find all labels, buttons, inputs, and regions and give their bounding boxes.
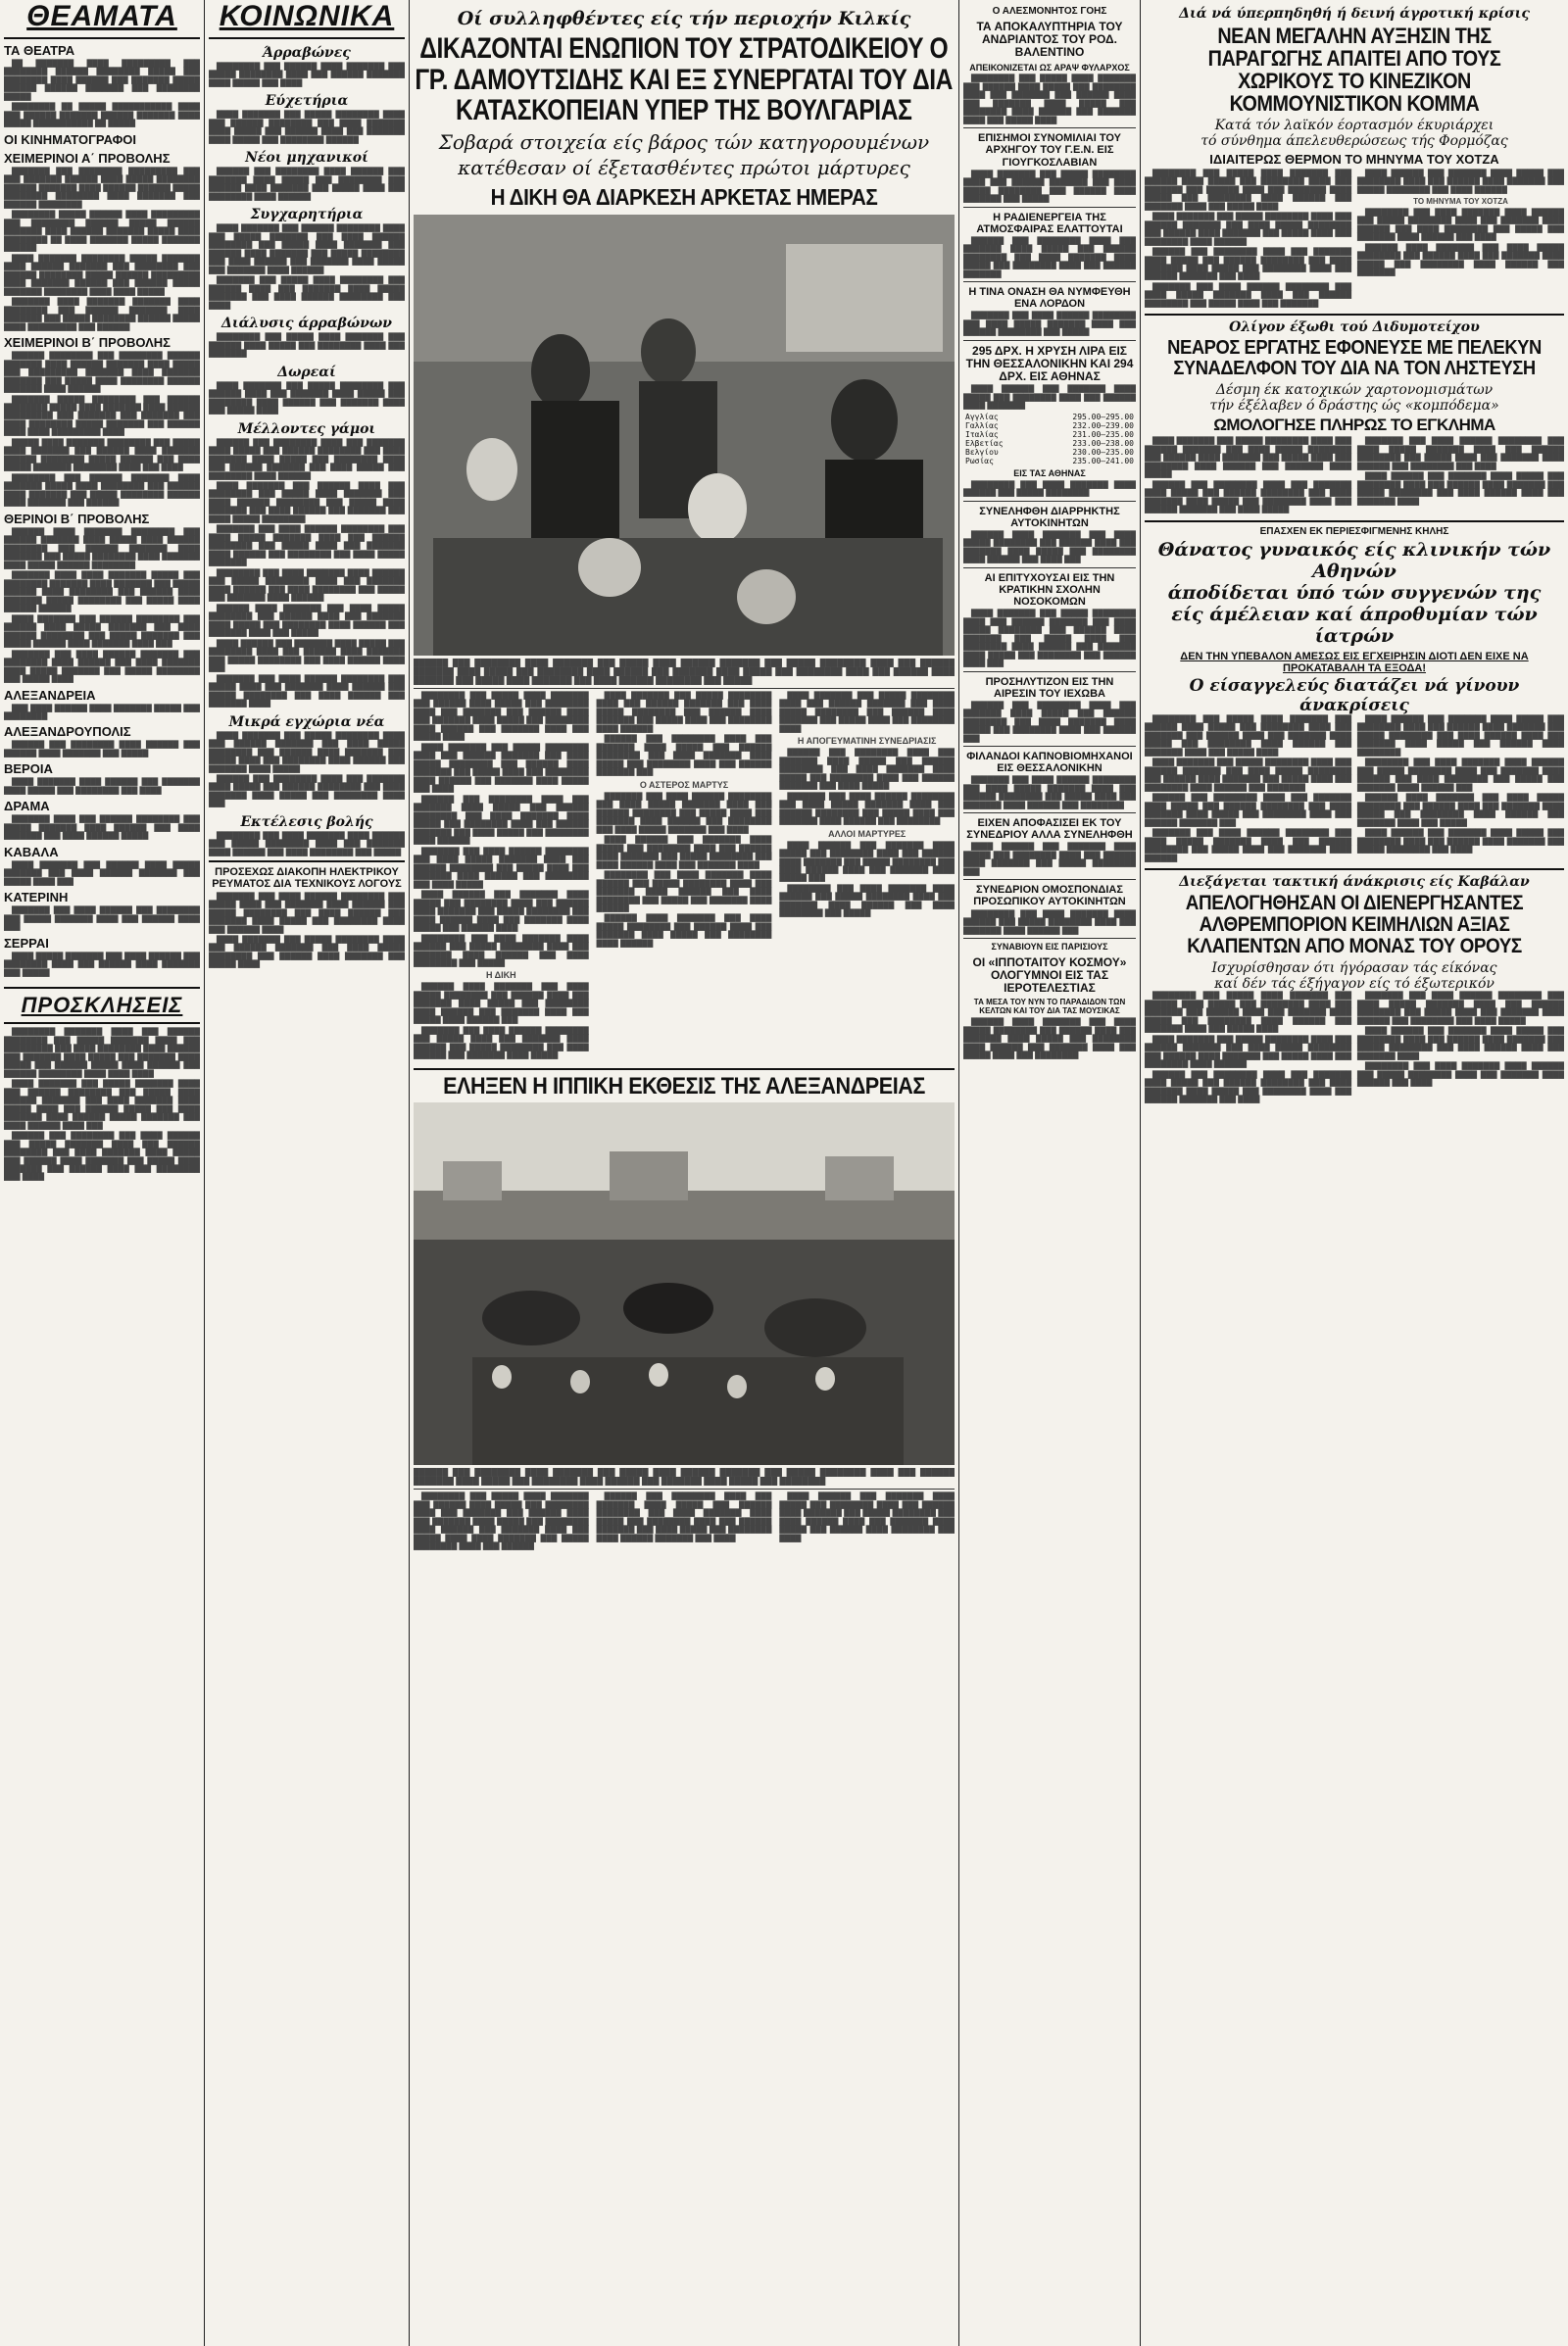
china-subhead: Κατά τόν λαϊκόν έορτασμόν έκυριάρχει [1214, 118, 1494, 134]
brief-headline: Η ΡΑΔΙΕΝΕΡΓΕΙΑ ΤΗΣ ΑΤΜΟΣΦΑΙΡΑΣ ΕΛΑΤΤΟΥΤΑΙ [976, 211, 1123, 235]
invitations-text: ████████ ███████ ████ ███ ██████ ████████ ███ █████ ███████ ████ ███ █████████ ███ ████ ████████ ████ ██████ ███ ███████ ████ █████ ███ ███████ ████ █████ ███ ██████ █████ ████ ██████ ███ ██████ ████████ ████ ████ ████ ████ ███████ ███ █████ ███████ ████ ███ ██████ ████████ ███ █████ ████ ██████ ███████ ███ ████ ███████ ████ █████ ████ ███ ██████ █████ ███ ████ ███████ ████ ██████ █████ ███████ ███ ████ ██████ ████ ███ ██████ ███ ████████ ███ ████ ██████ ███ █████ ███████ ████ ███ ██████ ████████ ███ ████ ███████ ████ █████ ███ ██████ ████ ███████ ███ █████ ████ ███████ ███ ██████ ████ ███ ████████ ███ ████ [4, 1027, 200, 1182]
currency-name: Βελγίου [965, 447, 999, 457]
column-briefs: Ο ΑΛΕΣΜΟΝΗΤΟΣ ΓΟΗΣ ΤΑ ΑΠΟΚΑΛΥΠΤΗΡΙΑ ΤΟΥ ΑΝΔΡΙΑΝΤΟΣ ΤΟΥ ΡΟΔ. ΒΑΛΕΝΤΙΝΟ ΑΠΕΙΚΟΝΙΖΕΤΑΙ ΩΣ ΑΡΑΨ ΦΥΛΑΡΧΟΣ ████████ ███ █████ ████ ███████ ███ ██████ ████ █████ ███ ████████ ████ ███ ███████ ███ ██████ ████ ███ ███████ ████ █████ ███ ████████ ████ ██████ ███ ███████ ████ ███ █████ ████ ΕΠΙΣΗΜΟΙ ΣΥΝΟΜΙΛΙΑΙ ΤΟΥ ΑΡΧΗΓΟΥ ΤΟΥ Γ.Ε.Ν. ΕΙΣ ΓΙΟΥΓΚΟΣΛΑΒΙΑΝ ████ ███████ ███ █████ ████████ ████ ███ ██████ ███████ ███ ████ █████ ████████ ███ ██████ ████ ███████ ███ █████ Η ΡΑΔΙΕΝΕΡΓΕΙΑ ΤΗΣ ΑΤΜΟΣΦΑΙΡΑΣ ΕΛΑΤΤΟΥΤΑΙ ██████ ███ ████████ ████ ███ ███████ ████ █████ ███ ██████ ████████ ███ ████ ███████ ████ █████ ███ ████████ ████ ███ ██████ ███████ Η ΤΙΝΑ ΟΝΑΣΗ ΘΑ ΝΥΜΦΕΥΘΗ ΕΝΑ ΛΟΡΔΟΝ ███████ ███ ████ ██████ ████████ ███ ████ █████ ███████ ████ ███ ██████ ████████ ███ █████ 295 ΔΡΧ. Η ΧΡΥΣΗ ΛΙΡΑ ΕΙΣ ΤΗΝ ΘΕΣΣΑΛΟΝΙΚΗΝ ΚΑΙ 294 ΔΡΧ. ΕΙΣ ΑΘΗΝΑΣ ████ ██████ ███ ███████ ████ █████ ███ ████████ ████ ███ ██████ ████ ███████ Αγγλίας 295.00—295.00 Γαλλίας 232.00—239.00 Ιταλίας 231.00—235.00 Ελβετίας 233.00—238.00 Βελγίου 230.00—235.00 Ρωσίας 235.00—241.00 ΕΙΣ ΤΑΣ ΑΘΗΝΑΣ ████████ ███ ████ ███████ ████ ██████ ███ █████ ████████ ΣΥΝΕΛΗΦΘΗ ΔΙΑΡΡΗΚΤΗΣ ΑΥΤΟΚΙΝΗΤΩΝ ██████ ████ ███████ ███ ████ █████ ████████ ███ ██████ ████ ███ ███████ ████ █████ ███ ████████ ████ ██████ ███ ████ ███ ΑΙ ΕΠΙΤΥΧΟΥΣΑΙ ΕΙΣ ΤΗΝ ΚΡΑΤΙΚΗΝ ΣΧΟΛΗΝ ΝΟΣΟΚΟΜΩΝ ████ ███████ ███ █████ ████████ ████ ███ ██████ ███████ ███ ████ █████ ████████ ███ ██████ ████ ███████ ███ █████ ████ ███ ████████ ████ ██████ ███ ███████ ████ █████ ███ ████████ ███ ██████ ████ ███ ΠΡΟΣΗΛΥΤΙΖΟΝ ΕΙΣ ΤΗΝ ΑΙΡΕΣΙΝ ΤΟΥ ΙΕΧΩΒΑ ██████ ███ ████████ ████ ███ ███████ ████ █████ ███ ██████ ████████ ███ ████ ███████ ████ █████ ███ ████████ ████ ███ ██████ ███ ΦΙΛΑΝΔΟΙ ΚΑΠΝΟΒΙΟΜΗΧΑΝΟΙ ΕΙΣ ΘΕΣΣΑΛΟΝΙΚΗΝ ███████ ███ ████ ██████ ████████ ███ ████ █████ ███████ ████ ███ ██████ ████████ ███ █████ ████ ███ ███████ ████ ██████ ███ ████████ ΕΙΧΕΝ ΑΠΟΦΑΣΙΣΕΙ ΕΚ ΤΟΥ ΣΥΝΕΔΡΙΟΥ ΑΛΛΑ ΣΥΝΕΛΗΦΘΗ ████ ██████ ███ ███████ ████ █████ ███ ████████ ████ ███ ██████ ████ ███████ ███ █████ ████████ ███ ΣΥΝΕΔΡΙΟΝ ΟΜΟΣΠΟΝΔΙΑΣ ΠΡΟΣΩΠΙΚΟΥ ΑΥΤΟΚΙΝΗΤΩΝ ████████ ███ ████ ███████ ████ ██████ ███ █████ ████████ ████ ███ ███████ ████ ██████ ███ ΣΥΝΑΒΙΟΥΝ ΕΙΣ ΠΑΡΙΣΙΟΥΣ ΟΙ «ΙΠΠΟΤΑΙΤΟΥ ΚΟΣΜΟΥ» ΟΛΟΓΥΜΝΟΙ ΕΙΣ ΤΑΣ ΙΕΡΟΤΕΛΕΣΤΙΑΣ ΤΑ ΜΕΣΑ ΤΟΥ ΝΥΝ ΤΟ ΠΑΡΑΔΙΔΟΝ ΤΩΝ ΚΕΛΤΩΝ ΚΑΙ ΤΟΥ ΔΙΑ ΤΑΣ ΜΟΥΣΙΚΑΣ ██████ ████ ███████ ███ ████ █████ ████████ ███ ██████ ████ ███ ███████ ████ █████ ███ ████████ ████ ██████ ███ ███████ ████ ███ █████ ████ ███ ████████ [963, 6, 1136, 1059]
main-headline: ΔΙΚΑΖΟΝΤΑΙ ΕΝΩΠΙΟΝ ΤΟΥ ΣΤΡΑΤΟΔΙΚΕΙΟΥ Ο ΓΡ. ΔΑΜΟΥΤΣΙΔΗΣ ΚΑΙ ΕΞ ΣΥΝΕΡΓΑΤΑΙ ΤΟΥ ΔΙΑ ΚΑΤΑΣΚΟΠΕΙΑΝ ΥΠΕΡ ΤΗΣ ΒΟΥΛΓΑΡΙΑΣ [415, 32, 954, 126]
section-heading: ΒΕΡΟΙΑ [4, 761, 53, 777]
horse-show-photo-image [414, 1102, 955, 1465]
china-headline: ΝΕΑΝ ΜΕΓΑΛΗΝ ΑΥΞΗΣΙΝ ΤΗΣ ΠΑΡΑΓΩΓΗΣ ΑΠΑΙΤΕΙ ΑΠΟ ΤΟΥΣ ΧΩΡΙΚΟΥΣ ΤΟ ΚΙΝΕΖΙΚΟΝ ΚΟΜΜΟΥΝΙΣΤΙΚΟΝ ΚΟΜΜΑ [1207, 24, 1501, 117]
section-heading: Μέλλοντες γάμοι [237, 420, 376, 437]
currency-rate: 235.00—241.00 [1072, 456, 1134, 465]
gold-price-row [963, 439, 1136, 448]
brief-headline: Η ΤΙΝΑ ΟΝΑΣΗ ΘΑ ΝΥΜΦΕΥΘΗ ΕΝΑ ΛΟΡΔΟΝ [968, 286, 1131, 311]
kavala-kicker: Διεξάγεται τακτική άνάκρισις είς Καβάλαν [1179, 874, 1530, 891]
currency-name: Ρωσίας [965, 456, 994, 465]
brief-headline: ΦΙΛΑΝΔΟΙ ΚΑΠΝΟΒΙΟΜΗΧΑΝΟΙ ΕΙΣ ΘΕΣΣΑΛΟΝΙΚΗΝ [966, 751, 1133, 775]
currency-name: Ελβετίας [965, 438, 1004, 448]
listings-text: ███ ████ ██████ ████ ███████ █████ ███ ████████ [4, 703, 200, 720]
section-heading: ΑΛΕΞΑΝΔΡΟΥΠΟΛΙΣ [4, 724, 131, 740]
gold-price-row [963, 430, 1136, 439]
section-heading: ΑΛΛΟΙ ΜΑΡΤΥΡΕΣ [828, 828, 906, 839]
currency-name: Ιταλίας [965, 429, 999, 439]
kavala-subhead: Ισχυρίσθησαν ότι ήγόρασαν τάς είκόνας [1211, 960, 1497, 977]
horse-show-headline: ΕΛΗΞΕΝ Η ΙΠΠΙΚΗ ΕΚΘΕΣΙΣ ΤΗΣ ΑΛΕΞΑΝΔΡΕΙΑΣ [443, 1072, 925, 1100]
currency-rate: 233.00—238.00 [1072, 438, 1134, 448]
box-headline: ΠΡΟΣΕΧΩΣ ΔΙΑΚΟΠΗ ΗΛΕΚΤΡΙΚΟΥ ΡΕΥΜΑΤΟΣ ΔΙΑ ΤΕΧΝΙΚΟΥΣ ΛΟΓΟΥΣ [212, 866, 402, 891]
currency-name: Αγγλίας [965, 412, 999, 421]
column-theamata [4, 0, 200, 2346]
currency-rate: 295.00—295.00 [1072, 412, 1134, 421]
clinic-headline: άποδίδεται ύπό τών συγγενών της [1167, 581, 1542, 604]
listings-text: ████ ███████ ███ ██████ ████ █████ ███████ ███ ████ ██████ ███████ ███ █████ ████ ███ [4, 859, 200, 886]
main-kicker: Οί συλληφθέντες είς τήν περιοχήν Κιλκίς [457, 8, 911, 29]
brief-headline: ΠΡΟΣΗΛΥΤΙΖΟΝ ΕΙΣ ΤΗΝ ΑΙΡΕΣΙΝ ΤΟΥ ΙΕΧΩΒΑ [985, 675, 1114, 700]
gold-price-row [963, 413, 1136, 421]
listings-text: ████ █████ ███████ ███ ████ ██████ ███ ████████ ████ ███ ██████ ████ ███████ ███ █████ [4, 951, 200, 977]
brief-kicker: Ο ΑΛΕΣΜΟΝΗΤΟΣ ΓΟΗΣ [992, 6, 1107, 17]
brief-subhead: ΑΠΕΙΚΟΝΙΖΕΤΑΙ ΩΣ ΑΡΑΨ ΦΥΛΑΡΧΟΣ [969, 62, 1130, 73]
clinic-headline: είς άμέλειαν καί άπροθυμίαν τών ίατρών [1171, 603, 1538, 647]
murder-headline: ΝΕΑΡΟΣ ΕΡΓΑΤΗΣ ΕΦΟΝΕΥΣΕ ΜΕ ΠΕΛΕΚΥΝ ΣΥΝΑΔΕΛΦΟΝ ΤΟΥ ΔΙΑ ΝΑ ΤΟΝ ΛΗΣΤΕΥΣΗ [1167, 337, 1542, 380]
section-heading: ΧΕΙΜΕΡΙΝΟΙ Α΄ ΠΡΟΒΟΛΗΣ [4, 150, 171, 166]
brief-headline: ΣΥΝΕΛΗΦΘΗ ΔΙΑΡΡΗΚΤΗΣ ΑΥΤΟΚΙΝΗΤΩΝ [979, 505, 1120, 529]
clinic-deck: ΔΕΝ ΤΗΝ ΥΠΕΒΑΛΟΝ ΑΜΕΣΩΣ ΕΙΣ ΕΓΧΕΙΡΗΣΙΝ ΔΙΟΤΙ ΔΕΝ ΕΙΧΕ ΝΑ ΠΡΟΚΑΤΑΒΑΛΗ ΤΑ ΕΞΟΔΑ! [1180, 650, 1529, 674]
gold-price-headline: 295 ΔΡΧ. Η ΧΡΥΣΗ ΛΙΡΑ ΕΙΣ ΤΗΝ ΘΕΣΣΑΛΟΝΙΚΗΝ ΚΑΙ 294 ΔΡΧ. ΕΙΣ ΑΘΗΝΑΣ [965, 343, 1134, 384]
china-subhead: τό σύνθημα άπελευθερώσεως τής Φορμόζας [1200, 133, 1508, 150]
section-heading: Μικρά εγχώρια νέα [228, 713, 385, 730]
gold-price-row [963, 448, 1136, 457]
china-deck: ΙΔΙΑΙΤΕΡΩΣ ΘΕΡΜΟΝ ΤΟ ΜΗΝΥΜΑ ΤΟΥ ΧΟΤΖΑ [1209, 152, 1499, 168]
horse-show-caption: ██████ ███ ████████ ████ ███████ ███ █████ ████ ██████ ███████ ███ █████ ████████ ████ ███ ██████ ███████ ████ █████ ███ ████████ ████ ██████ ███ ███████ ████ █████ ███ ████████ [414, 1467, 955, 1487]
listings-text: ████ ███████ ████ ██████ ███ ███████ ████ █████ ███ ████████ ███ ████ [4, 777, 200, 795]
section-heading: ΧΕΙΜΕΡΙΝΟΙ Β΄ ΠΡΟΒΟΛΗΣ [4, 335, 171, 351]
china-kicker: Διά νά ύπερπηδηθή ή δεινή άγροτική κρίσις [1179, 6, 1530, 22]
section-heading: Εκτέλεσις βολής [240, 813, 373, 830]
clinic-kicker: ΕΠΑΣΧΕΝ ΕΚ ΠΕΡΙΕΣΦΙΓΜΕΝΗΣ ΚΗΛΗΣ [1259, 525, 1449, 537]
currency-rate: 232.00—239.00 [1072, 420, 1134, 430]
brief-headline: ΑΙ ΕΠΙΤΥΧΟΥΣΑΙ ΕΙΣ ΤΗΝ ΚΡΑΤΙΚΗΝ ΣΧΟΛΗΝ ΝΟΣΟΚΟΜΩΝ [984, 571, 1115, 609]
main-deck: Η ΔΙΚΗ ΘΑ ΔΙΑΡΚΕΣΗ ΑΡΚΕΤΑΣ ΗΜΕΡΑΣ [490, 183, 878, 210]
gold-price-row [963, 421, 1136, 430]
brief-subhead: ΤΑ ΜΕΣΑ ΤΟΥ ΝΥΝ ΤΟ ΠΑΡΑΔΙΔΟΝ ΤΩΝ ΚΕΛΤΩΝ ΚΑΙ ΤΟΥ ΔΙΑ ΤΑΣ ΜΟΥΣΙΚΑΣ [973, 998, 1126, 1016]
brief-headline: ΤΑ ΑΠΟΚΑΛΥΠΤΗΡΙΑ ΤΟΥ ΑΝΔΡΙΑΝΤΟΣ ΤΟΥ ΡΟΔ. ΒΑΛΕΝΤΙΝΟ [976, 20, 1123, 60]
section-heading: ΤΑ ΘΕΑΤΡΑ [4, 43, 75, 58]
column-koinonika: ΚΟΙΝΩΝΙΚΑ Άρραβώνες ████████ ███ ██████ ████ ███████ ███ █████ ████████ ████ ███ ██████ ███████ ████ █████ ███ ████ Εύχετήρια ████ ███████ ███ █████ ████████ ████ ███ ██████ ████████ ███ ████ ███████ ████ █████ ███ ██████ ████ ███ ███████ ████ █████ ███ ████████ ██████ Νέοι μηχανικοί ██████ ███ ████████ ████ ██████ ███ ███████ ████ █████ ███ ████████ ███ ██████ ████ ███████ ███ █████ ████ ███ ████████ ████ ██████ Συγχαρητήρια ████ ███████ ███ ██████ ████████ ████ ███ █████ ███████ ███ ████ ██████ ████████ ███ █████ ████ ███████ ███ ██████ ████ ███████ ███ █████ ████████ ███ ████ ██████ ███ ███████ ████ █████ ███ ███████ ████ ██████ ███████ ███ █████ ████ ████████ ███ ██████ ████ ███ ███████ ████ █████ ███████ ███ ████ ██████ ████████ ███ ████ Διάλυσις άρραβώνων ████████ ███ █████ ████ ███████ ███ ██████ ████ █████ ███ ████████ ████ ███ ███████ Δωρεαί ████ ███████ ███ █████ ████████ ███ ██████ ████ ███ ███████ ████ █████ ███ ████████ ████ ██████ ███ ███████ ████ ███ █████ ████ Μέλλοντες γάμοι ██████ ███ ████████ ████ ███ ███████ ████ █████ ███ ██████ ████████ ███ ████ ███████ ████ █████ ███ ████████ ████ ███ ██████ ███████ ███ ████ █████ ███ ████████ ████ ██████ ████ ███████ ███ ██████ ████ ███ ████████ ███ █████ ████ ███████ ███ ████ ██████ ████████ ███ █████ ████ ███████ ███ ████ ██████ ███ ███████ ███ ████ █████ ████████ ███████ ███ ████ ██████ ████████ ███ ████ █████ ███████ ████ ███ ██████ ████████ ███ █████ ████ ███ ███████ ████ ██████ ███ ████████ ███ ████ █████ ███████ ████████ ███ ████ ███████ ████ ██████ ███ █████ ████████ ████ ███ ███████ ████ ██████ ███ ████ ████████ ███ █████ ███ ███████ ████ ██████ ██████ ████ ███████ ███ ████ █████ ████████ ███ ██████ ████ ███ ███████ ████ █████ ███ ████████ ████ ██████ ███ ███████ ████ ███ █████ ████ ██████ ███ ███████ ████ █████ ███ ████████ ████ ███ ██████ ████ ███████ ███ █████ ████████ ███ ████ ██████ ████ ███ ███████ ███ ████ ██████ ████████ ███ █████ ████ ███ ███████ ████ ██████ ███ █████ ████████ ███ ████ ██████ ███ ███████ ████ Μικρά εγχώρια νέα ████ ███████ ███ █████ ████████ ████ ███ ██████ ███████ ███ ████ █████ ████████ ███ ██████ ████ ███████ ███ █████ ████ ███ ████████ ████ ██████ ███ ███████ ████ █████ ██████ ███ ████████ ████ ███ ███████ ████ █████ ███ ██████ ████████ ███ ████ ███████ ████ █████ ███ ████████ ████ ███ Εκτέλεσις βολής ████████ ███ ████ ███████ ████ ██████ ███ █████ ████████ ████ ███ ███████ ████ ██████ ███ ████ ████████ ███ █████ ΠΡΟΣΕΧΩΣ ΔΙΑΚΟΠΗ ΗΛΕΚΤΡΙΚΟΥ ΡΕΥΜΑΤΟΣ ΔΙΑ ΤΕΧΝΙΚΟΥΣ ΛΟΓΟΥΣ ███████ ███ ████ ██████ ████████ ███ █████ ████ ███ ███████ ████ ██████ ███ █████ ████████ ███ ████ ██████ ███ ███████ ████ █████ ███ ████████ ████ ███ ██████ ████ ████ ███████ ███ █████ ████████ ████ ███ ██████ ███████ ███ ████ █████ ████████ ███ ██████ ████ ███████ ███ █████ ████ [209, 0, 405, 969]
section-heading: Διάλυσις άρραβώνων [221, 316, 392, 332]
gold-price-table [963, 413, 1136, 465]
brief-subhead: ΕΙΣ ΤΑΣ ΑΘΗΝΑΣ [1013, 467, 1086, 478]
section-heading: Η ΑΠΟΓΕΥΜΑΤΙΝΗ ΣΥΝΕΔΡΙΑΣΙΣ [797, 736, 937, 747]
kavala-subhead: καί δέν τάς έξήγαγον είς τό έξωτερικόν [1214, 976, 1494, 993]
currency-rate: 230.00—235.00 [1072, 447, 1134, 457]
listings-text: ███████ ████ ███ ██████ ████████ ███ █████ ███████ ████ ██████ ███ ████ ███████ ███ ████ ██████ █████ [4, 814, 200, 841]
listings-text: ██████ ███ ████████ ████ ██████ ███ ██████ ████ ███████ ███ █████ [4, 740, 200, 758]
main-story: Οί συλληφθέντες είς τήν περιοχήν Κιλκίς ΔΙΚΑΖΟΝΤΑΙ ΕΝΩΠΙΟΝ ΤΟΥ ΣΤΡΑΤΟΔΙΚΕΙΟΥ Ο ΓΡ. ΔΑΜΟΥΤΣΙΔΗΣ ΚΑΙ ΕΞ ΣΥΝΕΡΓΑΤΑΙ ΤΟΥ ΔΙΑ ΚΑΤΑΣΚΟΠΕΙΑΝ ΥΠΕΡ ΤΗΣ ΒΟΥΛΓΑΡΙΑΣ Σοβαρά στοιχεία είς βάρος τών κατηγορουμένων κατέθεσαν οί έξετασθέντες πρώτοι μάρτυρες Η ΔΙΚΗ ΘΑ ΔΙΑΡΚΕΣΗ ΑΡΚΕΤΑΣ ΗΜΕΡΑΣ ██████ ███ ████████ ████ ███████ ███ █████ ████ ██████ ███████ ███ █████ ████████ ████ ███ ██████ ███████ ████ █████ ███ ████████ ████ ██████ ███ ███████ ████ █████ ███ ████████ ████ ███ ██████ ████ ███████ ███ █████ ████ ███████ ███ ████ ██████ ████████ ███ █████ ████████ ███ █████ ████ ███████ ███ ██████ ████ █████ ███ ████████ ████ ███ ███████ ███ ██████ ████ ███ ███████ ████ █████ ███ ████████ ████ ██████ ███ ███████ ████ ███ █████ ████ ████ ███████ ███ █████ ████████ ████ ███ ██████ ███████ ███ ████ █████ ████████ ███ ██████ ████ ███████ ███ █████ ████ ███ ████████ ████ ██████ ███ ███████ ████ █████ ███ ████ ██████ ███ ████████ ████ ███ ███████ ████ █████ ███ ██████ ████████ ███ ████ ███████ ████ █████ ███ ████████ ████ ███ ██████ ███████ ███ ████ █████ ███ ████████ ████ ██████ ███████ ███ ████ ██████ ████████ ███ ████ █████ ███████ ████ ███ ██████ ████████ ███ █████ ████ ███ ███████ ████ ██████ ███ ████████ ███ ████ █████ ████ ██████ ███ ███████ ████ █████ ███ ████████ ████ ███ ██████ ████ ███████ ███ █████ ████████ ███ ████ ██████ ████ ███ ███████ ████ █████ ███ ██████ ████ ████████ ███ ████ ███████ ████ ██████ ███ █████ ████████ ████ ███ ███████ ████ ██████ ███ ████ ████████ ███ █████ Η ΔΙΚΗ ██████ ████ ███████ ███ ████ █████ ████████ ███ ██████ ████ ███ ███████ ████ █████ ███ ████████ ████ ██████ ███ ███████ ████ ███ █████ ████ ██████ ███ ███████ ███ ████ ██████ ████████ ███ █████ ████ ███ ███████ ████ ██████ ███ █████ ████████ ███ ████ ██████ ███ ███████ ████ █████ ████ ███████ ███ █████ ████████ ████ ███ ██████ ███████ ███ ████ █████ ████████ ███ ██████ ████ ███████ ███ █████ ████ ███ ████████ ████ ██████ ██████ ███ ████████ ████ ███ ███████ ████ █████ ███ ██████ ████████ ███ ████ ███████ ████ █████ ███ ████████ ████ ███ ██████ ███████ ███ Ο ΑΣΤΕΡΟΣ ΜΑΡΤΥΣ ███████ ███ ████ ██████ ████████ ███ ████ █████ ███████ ████ ███ ██████ ████████ ███ █████ ████ ███ ███████ ████ ██████ ███ ████████ ███ ████ █████ ███████ ███ ████ ████ ██████ ███ ███████ ████ █████ ███ ████████ ████ ███ ██████ ████ ███████ ███ █████ ████████ ███ ████ ██████ ████ ███ ███████ ████ ████████ ███ ████ ███████ ████ ██████ ███ █████ ████████ ████ ███ ███████ ████ ██████ ███ ████ ████████ ███ █████ ███ ███████ ████ ██████ ██████ ████ ███████ ███ ████ █████ ████████ ███ ██████ ████ ███ ███████ ████ █████ ███ ████████ ████ ██████ ████ ███████ ███ █████ ████████ ████ ███ ██████ ███████ ███ ████ █████ ████████ ███ ██████ ████ ███████ ███ █████ ████ ███ ████████ ████ Η ΑΠΟΓΕΥΜΑΤΙΝΗ ΣΥΝΕΔΡΙΑΣΙΣ ██████ ███ ████████ ████ ███ ███████ ████ █████ ███ ██████ ████████ ███ ████ ███████ ████ █████ ███ ████████ ████ ███ ██████ ███████ ███ ████ █████ ███████ ███ ████ ██████ ████████ ███ ████ █████ ███████ ████ ███ ██████ ████████ ███ █████ ████ ███ ███████ ████ ██████ ███ ████████ ΑΛΛΟΙ ΜΑΡΤΥΡΕΣ ████ ██████ ███ ███████ ████ █████ ███ ████████ ████ ███ ██████ ████ ███████ ███ █████ ████████ ███ ████ ██████ ████ ███ ███████ ████ █████ ███ ████████ ███ ████ ███████ ████ ██████ ███ █████ ████████ ████ ███ ███████ ████ ██████ ███ ████ ████████ ███ █████ ΕΛΗΞΕΝ Η ΙΠΠΙΚΗ ΕΚΘΕΣΙΣ ΤΗΣ ΑΛΕΞΑΝΔΡΕΙΑΣ ██████ ███ ████████ ████ ███████ ███ █████ ████ ██████ ███████ ███ █████ ████████ ████ ███ ██████ ███████ ████ █████ ███ ████████ ████ ██████ ███ ███████ ████ █████ ███ ████████ ████████ ███ █████ ████ ███████ ███ ██████ ████ █████ ███ ████████ ████ ███ ███████ ███ ██████ ████ ███ ███████ ████ █████ ███ ████████ ████ ██████ ███ ███████ ████ ███ █████ ████ ████ ███████ ███ █████ ████████ ████ ███ ██████ ██████ ███ ████████ ████ ███ ███████ ████ █████ ███ ██████ ████████ ███ ████ ███████ ████ █████ ███ ████████ ████ ███ ██████ ███████ ███ ████ █████ ███ ████████ ████ ██████ ███████ ███ ████ ████ ██████ ███ ███████ ████ █████ ███ ████████ ████ ███ ██████ ████ ███████ ███ █████ ████████ ███ ████ ██████ ████ ███ ███████ ████ █████ ███ ██████ ████ ████████ ███ ████ [414, 8, 955, 1551]
section-heading: ΤΟ ΜΗΝΥΜΑ ΤΟΥ ΧΟΤΖΑ [1413, 197, 1508, 207]
main-story-columns: ████████ ███ █████ ████ ███████ ███ ██████ ████ █████ ███ ████████ ████ ███ ███████ ███ ██████ ████ ███ ███████ ████ █████ ███ ████████ ████ ██████ ███ ███████ ████ ███ █████ ████ ████ ███████ ███ █████ ████████ ████ ███ ██████ ███████ ███ ████ █████ ████████ ███ ██████ ████ ███████ ███ █████ ████ ███ ████████ ████ ██████ ███ ███████ ████ █████ ███ ████ ██████ ███ ████████ ████ ███ ███████ ████ █████ ███ ██████ ████████ ███ ████ ███████ ████ █████ ███ ████████ ████ ███ ██████ ███████ ███ ████ █████ ███ ████████ ████ ██████ ███████ ███ ████ ██████ ████████ ███ ████ █████ ███████ ████ ███ ██████ ████████ ███ █████ ████ ███ ███████ ████ ██████ ███ ████████ ███ ████ █████ ████ ██████ ███ ███████ ████ █████ ███ ████████ ████ ███ ██████ ████ ███████ ███ █████ ████████ ███ ████ ██████ ████ ███ ███████ ████ █████ ███ ██████ ████ ████████ ███ ████ ███████ ████ ██████ ███ █████ ████████ ████ ███ ███████ ████ ██████ ███ ████ ████████ ███ █████ Η ΔΙΚΗ ██████ ████ ███████ ███ ████ █████ ████████ ███ ██████ ████ ███ ███████ ████ █████ ███ ████████ ████ ██████ ███ ███████ ████ ███ █████ ████ ██████ ███ ███████ ███ ████ ██████ ████████ ███ █████ ████ ███ ███████ ████ ██████ ███ █████ ████████ ███ ████ ██████ ███ ███████ ████ █████ ████ ███████ ███ █████ ████████ ████ ███ ██████ ███████ ███ ████ █████ ████████ ███ ██████ ████ ███████ ███ █████ ████ ███ ████████ ████ ██████ ██████ ███ ████████ ████ ███ ███████ ████ █████ ███ ██████ ████████ ███ ████ ███████ ████ █████ ███ ████████ ████ ███ ██████ ███████ ███ Ο ΑΣΤΕΡΟΣ ΜΑΡΤΥΣ ███████ ███ ████ ██████ ████████ ███ ████ █████ ███████ ████ ███ ██████ ████████ ███ █████ ████ ███ ███████ ████ ██████ ███ ████████ ███ ████ █████ ███████ ███ ████ ████ ██████ ███ ███████ ████ █████ ███ ████████ ████ ███ ██████ ████ ███████ ███ █████ ████████ ███ ████ ██████ ████ ███ ███████ ████ ████████ ███ ████ ███████ ████ ██████ ███ █████ ████████ ████ ███ ███████ ████ ██████ ███ ████ ████████ ███ █████ ███ ███████ ████ ██████ ██████ ████ ███████ ███ ████ █████ ████████ ███ ██████ ████ ███ ███████ ████ █████ ███ ████████ ████ ██████ ████ ███████ ███ █████ ████████ ████ ███ ██████ ███████ ███ ████ █████ ████████ ███ ██████ ████ ███████ ███ █████ ████ ███ ████████ ████ Η ΑΠΟΓΕΥΜΑΤΙΝΗ ΣΥΝΕΔΡΙΑΣΙΣ ██████ ███ ████████ ████ ███ ███████ ████ █████ ███ ██████ ████████ ███ ████ ███████ ████ █████ ███ ████████ ████ ███ ██████ ███████ ███ ████ █████ ███████ ███ ████ ██████ ████████ ███ ████ █████ ███████ ████ ███ ██████ ████████ ███ █████ ████ ███ ███████ ████ ██████ ███ ████████ ΑΛΛΟΙ ΜΑΡΤΥΡΕΣ ████ ██████ ███ ███████ ████ █████ ███ ████████ ████ ███ ██████ ████ ███████ ███ █████ ████████ ███ ████ ██████ ████ ███ ███████ ████ █████ ███ ████████ ███ ████ ███████ ████ ██████ ███ █████ ████████ ████ ███ ███████ ████ ██████ ███ ████ ████████ ███ █████ [414, 690, 955, 1060]
section-heading: ΚΑΤΕΡΙΝΗ [4, 890, 69, 905]
main-subheadline: Σοβαρά στοιχεία είς βάρος τών κατηγορουμένων [438, 129, 930, 154]
currency-rate: 231.00—235.00 [1072, 429, 1134, 439]
main-subheadline: κατέθεσαν οί έξετασθέντες πρώτοι μάρτυρες [458, 155, 910, 179]
main-photo-caption: ██████ ███ ████████ ████ ███████ ███ █████ ████ ██████ ███████ ███ █████ ████████ ████ ███ ██████ ███████ ████ █████ ███ ████████ ████ ██████ ███ ███████ ████ █████ ███ ████████ ████ ███ ██████ ████ ███████ ███ █████ ████ ███████ ███ ████ ██████ ████████ ███ █████ [414, 658, 955, 685]
section-heading: ΑΛΕΞΑΝΔΡΕΙΑ [4, 687, 96, 703]
listings-text: ███████ ███ ████████ █████████ ███ ███ ███████ ██████ ████ █████ ████████ ██████ ███████ ████ ██████ ██████ █████ ████████ ████████ ████ ███████ ███ ██████ ████████ ████████ █████ ██████ ████ █████████ ███ ████████ ██████ █████ ██████ ███████ ████ ██████ ███████ █████ ████ ████████ ██ ████ ███████ █████ ███████ ██████ ████ ███████ ████████ █████ ███████ ████ ██████ ███████ ███ ████████ ███ ██████ ████████ █████ ██████ █████████ ████ ███████ ██████ ███ ██████ █████ ███████ ████████ ████ ████ █████ ███████ ████ ███████ ███████ ████ ████████ ███ ██████ ███████ ████ ███████ ███ █████ ████████ ██████ █████ ████ █████████ ███ ██████ [4, 166, 200, 331]
section-heading: Δωρεαί [277, 364, 336, 380]
brief-kicker: ΣΥΝΑΒΙΟΥΝ ΕΙΣ ΠΑΡΙΣΙΟΥΣ [991, 942, 1108, 952]
brief-headline: ΟΙ «ΙΠΠΟΤΑΙΤΟΥ ΚΟΣΜΟΥ» ΟΛΟΓΥΜΝΟΙ ΕΙΣ ΤΑΣ ΙΕΡΟΤΕΛΕΣΤΙΑΣ [972, 954, 1127, 996]
section-heading: Νέοι μηχανικοί [245, 150, 368, 167]
column-rule [409, 0, 410, 2346]
section-heading: ΟΙ ΚΙΝΗΜΑΤΟΓΡΑΦΟΙ [4, 131, 137, 147]
section-heading: Εύχετήρια [265, 93, 349, 110]
kavala-headline: ΑΠΕΛΟΓΗΘΗΣΑΝ ΟΙ ΔΙΕΝΕΡΓΗΣΑΝΤΕΣ ΑΛΘΡΕΜΠΟΡΙΟΝ ΚΕΙΜΗΛΙΩΝ ΑΞΙΑΣ ΚΛΑΠΕΝΤΩΝ ΑΠΟ ΜΟΝΑΣ ΤΟΥ ΟΡΟΥΣ [1185, 892, 1524, 958]
column-title-proskliseis: ΠΡΟΣΚΛΗΣΕΙΣ [21, 993, 183, 1018]
brief-headline: ΕΠΙΣΗΜΟΙ ΣΥΝΟΜΙΛΙΑΙ ΤΟΥ ΑΡΧΗΓΟΥ ΤΟΥ Γ.Ε.Ν. ΕΙΣ ΓΙΟΥΓΚΟΣΛΑΒΙΑΝ [978, 132, 1121, 169]
clinic-subhead: Ο είσαγγελεύς διατάζει νά γίνουν άνακρίσεις [1189, 675, 1520, 715]
brief-headline: ΣΥΝΕΔΡΙΟΝ ΟΜΟΣΠΟΝΔΙΑΣ ΠΡΟΣΩΠΙΚΟΥ ΑΥΤΟΚΙΝΗΤΩΝ [973, 884, 1126, 908]
section-heading: Άρραβώνες [263, 45, 351, 61]
section-heading: Ο ΑΣΤΕΡΟΣ ΜΑΡΤΥΣ [639, 779, 729, 790]
murder-kicker: Ολίγον έξωθι τού Διδυμοτείχου [1229, 319, 1480, 336]
murder-subhead: Δέσμη έκ κατοχικών χαρτονομισμάτων [1215, 382, 1494, 399]
gold-price-row [963, 457, 1136, 465]
section-heading: ΣΕΡΡΑΙ [4, 935, 49, 951]
column-rule [1140, 0, 1141, 2346]
courtroom-photo-image [414, 215, 955, 656]
courtroom-photo [414, 215, 955, 656]
section-heading: ΘΕΡΙΝΟΙ Β΄ ΠΡΟΒΟΛΗΣ [4, 511, 150, 526]
column-title-koinonika: ΚΟΙΝΩΝΙΚΑ [219, 0, 395, 32]
column-right: Διά νά ύπερπηδηθή ή δεινή άγροτική κρίσις ΝΕΑΝ ΜΕΓΑΛΗΝ ΑΥΞΗΣΙΝ ΤΗΣ ΠΑΡΑΓΩΓΗΣ ΑΠΑΙΤΕΙ ΑΠΟ ΤΟΥΣ ΧΩΡΙΚΟΥΣ ΤΟ ΚΙΝΕΖΙΚΟΝ ΚΟΜΜΟΥΝΙΣΤΙΚΟΝ ΚΟΜΜΑ Κατά τόν λαϊκόν έορτασμόν έκυριάρχει τό σύνθημα άπελευθερώσεως τής Φορμόζας ΙΔΙΑΙΤΕΡΩΣ ΘΕΡΜΟΝ ΤΟ ΜΗΝΥΜΑ ΤΟΥ ΧΟΤΖΑ ████████ ███ █████ ████ ███████ ███ ██████ ████ █████ ███ ████████ ████ ███ ███████ ███ ██████ ████ ███ ███████ ████ █████ ███ ████████ ████ ██████ ███ ███████ ████ ███ █████ ████ ████ ███████ ███ █████ ████████ ████ ███ ██████ ███████ ███ ████ █████ ████████ ███ ██████ ████ ███████ ███ █████ ████ ███ ████████ ████ ██████ ██████ ███ ████████ ████ ███ ███████ ████ █████ ███ ██████ ████████ ███ ████ ███████ ████ █████ ███ ████████ ████ ███ ██████ ███████ ███ ████ ███████ ███ ████ ██████ ████████ ███ ████ █████ ███████ ████ ███ ██████ ████████ ███ █████ ████ ███ ███████ ████ ██████ ███ ███████ ████ █████ ███ ████████ ████ ███ ██████ ████ ███████ ███ █████ ████████ ███ ████ ██████ ΤΟ ΜΗΝΥΜΑ ΤΟΥ ΧΟΤΖΑ ████████ ███ ████ ███████ ████ ██████ ███ █████ ████████ ████ ███ ███████ ████ ██████ ███ ████ ████████ ███ █████ ███ ███████ ████ ██████ ███ ████ ██████ ████ ███████ ███ ████ █████ ████████ ███ ██████ ████ ███ ███████ ████ █████ ███ ████████ ████ ██████ ███ ███████ Ολίγον έξωθι τού Διδυμοτείχου ΝΕΑΡΟΣ ΕΡΓΑΤΗΣ ΕΦΟΝΕΥΣΕ ΜΕ ΠΕΛΕΚΥΝ ΣΥΝΑΔΕΛΦΟΝ ΤΟΥ ΔΙΑ ΝΑ ΤΟΝ ΛΗΣΤΕΥΣΗ Δέσμη έκ κατοχικών χαρτονομισμάτων τήν έξέλαβεν ό δράστης ώς «κομπόδεμα» ΩΜΟΛΟΓΗΣΕ ΠΛΗΡΩΣ ΤΟ ΕΓΚΛΗΜΑ ████ ███████ ███ █████ ████████ ████ ███ ██████ ███████ ███ ████ █████ ████████ ███ ██████ ████ ███████ ███ █████ ████ ███ ████████ ████ ██████ ███ ███████ ████ █████ ██████ ███ ████████ ████ ███ ███████ ████ █████ ███ ██████ ████████ ███ ████ ███████ ████ █████ ███ ████████ ████ ███ ██████ ███████ ███ ████ █████ ███████ ███ ████ ██████ ████████ ███ ████ █████ ███████ ████ ███ ██████ ████████ ███ █████ ████ ███ ███████ ████ ██████ ███ ████████ ███ ████ ████ ██████ ███ ███████ ████ █████ ███ ████████ ████ ███ ██████ ████ ███████ ███ █████ ████████ ███ ████ ██████ ████ ███ ███████ ████ ΕΠΑΣΧΕΝ ΕΚ ΠΕΡΙΕΣΦΙΓΜΕΝΗΣ ΚΗΛΗΣ Θάνατος γυναικός είς κλινικήν τών Αθηνών άποδίδεται ύπό τών συγγενών της είς άμέλειαν καί άπροθυμίαν τών ίατρών ΔΕΝ ΤΗΝ ΥΠΕΒΑΛΟΝ ΑΜΕΣΩΣ ΕΙΣ ΕΓΧΕΙΡΗΣΙΝ ΔΙΟΤΙ ΔΕΝ ΕΙΧΕ ΝΑ ΠΡΟΚΑΤΑΒΑΛΗ ΤΑ ΕΞΟΔΑ! Ο είσαγγελεύς διατάζει νά γίνουν άνακρίσεις ████████ ███ █████ ████ ███████ ███ ██████ ████ █████ ███ ████████ ████ ███ ███████ ███ ██████ ████ ███ ███████ ████ █████ ███ ████████ ████ ██████ ███ ███████ ████ ███ █████ ████ ████ ███████ ███ █████ ████████ ████ ███ ██████ ███████ ███ ████ █████ ████████ ███ ██████ ████ ███████ ███ █████ ████ ███ ████████ ████ ██████ ███ ███████ ██████ ███ ████████ ████ ███ ███████ ████ █████ ███ ██████ ████████ ███ ████ ███████ ████ █████ ███ ████████ ████ ███ ██████ ███████ ███ ███████ ███ ████ ██████ ████████ ███ ████ █████ ███████ ████ ███ ██████ ████████ ███ █████ ████ ███ ███████ ████ ██████ ████ ██████ ███ ███████ ████ █████ ███ ████████ ████ ███ ██████ ████ ███████ ███ █████ ████████ ███ ████ ██████ ████ ███ ███████ ████ █████ ███ ██████ ████ ████████ ████████ ███ ████ ███████ ████ ██████ ███ █████ ████████ ████ ███ ███████ ████ ██████ ███ ████ ████████ ███ █████ ███ ███████ ████ ██████ ███ ██████ ████ ███████ ███ ████ █████ ████████ ███ ██████ ████ ███ ███████ ████ █████ ███ ████████ ████ ██████ ███ ███████ ████ ███ █████ ████ ██████ ███ ███████ ████ █████ ███ ████████ ████ ███ ██████ ████ ███████ ███ █████ ████████ ███ ████ Διεξάγεται τακτική άνάκρισις είς Καβάλαν ΑΠΕΛΟΓΗΘΗΣΑΝ ΟΙ ΔΙΕΝΕΡΓΗΣΑΝΤΕΣ ΑΛΘΡΕΜΠΟΡΙΟΝ ΚΕΙΜΗΛΙΩΝ ΑΞΙΑΣ ΚΛΑΠΕΝΤΩΝ ΑΠΟ ΜΟΝΑΣ ΤΟΥ ΟΡΟΥΣ Ισχυρίσθησαν ότι ήγόρασαν τάς είκόνας καί δέν τάς έξήγαγον είς τό έξωτερικόν ████████ ███ █████ ████ ███████ ███ ██████ ████ █████ ███ ████████ ████ ███ ███████ ███ ██████ ████ ███ ███████ ████ █████ ███ ████████ ████ ██████ ███ ███████ ████ ███ █████ ████ ████ ███████ ███ █████ ████████ ████ ███ ██████ ███████ ███ ████ █████ ████████ ███ ██████ ████ ███████ ███ █████ ████ ███ ████████ ████ ██████ ██████ ███ ████████ ████ ███ ███████ ████ █████ ███ ██████ ████████ ███ ████ ███████ ████ █████ ███ ████████ ████ ███ ██████ ███████ ███ ████ ███████ ███ ████ ██████ ████████ ███ ████ █████ ███████ ████ ███ ██████ ████████ ███ █████ ████ ███ ███████ ████ ██████ ███ ████████ ███ ████ █████ ████ ██████ ███ ███████ ████ █████ ███ ████████ ████ ███ ██████ ████ ███████ ███ █████ ████████ ███ ████ ██████ ████ ███ ███████ ████ ████████ ███ ████ ███████ ████ ██████ ███ █████ ████████ ████ ███ ███████ ████ ██████ ███ ████ [1145, 6, 1564, 1103]
column-rule [958, 0, 959, 2346]
listings-text: ██████ ████ ███████ ████████ ███ ██████ ███████ ████ █████ ████ ██████ ████████ ███ ██████ ███████ ████ ███████ ███ █████ ████████ ████ ███████ ████ █████ ██████ ████████ ███████ ████ ████ ███████ █████ ███ ████████ ███████ ████ ███████ ███ █████ ██████ ████ ████████ ███ ██████ ████ ███████ █████ ████████ ███ █████ ████ ██████ ██████ ████ ███████ ███ ██████ ████████ ███ ██████ ████ █████ ███████ ███ ████ ██████ ████████ ███ █████ ███████ ███ █████ ██████ ████ ███████ ████ ███ ███████ ███ ████ ██████ ███████ ███ ████████ ████ ██████ ███ ████ ███████ ████ █████ ███████ ███ █████ ████████ ███ █████ ████ [4, 526, 200, 684]
section-heading: Συγχαρητήρια [250, 207, 364, 223]
section-heading: Η ΔΙΚΗ [486, 970, 516, 981]
listings-text: ██████ ████████ ███ ████████ ██████ ███████ ████ ██████ ███████ ████ █████ ███ █████████ ███████ ████ ███████ ███████ ███ █████ ████ ████████ ██████ ███████ ████ ██████ ███████ █████ ████████ ███ ██████ ████████ █████ ████ ███████ ████ ██████ █████████ ███ ███████ ███ ███████ ███ ████ ████████ █████ ███████ ███ ██████ ████ ████ █████████ ████ █████ ████ ███████ ████████ ███ █████ ████ ███████ ███ ██████ ████ ███████ ██████ ████████ █████ ██████ ███ ████ █████ ███████ ████████ ████ ███ ████ ████████ ███ ██████ ███████ ████ ███████ █████ ████ ████████ ███ ██████ ████ ███████ ███ █████ ████████ ██████ ████ ███████ ███ ██████ [4, 351, 200, 508]
currency-name: Γαλλίας [965, 420, 999, 430]
clinic-headline: Θάνατος γυναικός είς κλινικήν τών Αθηνών [1157, 538, 1551, 582]
murder-subhead: τήν έξέλαβεν ό δράστης ώς «κομπόδεμα» [1209, 398, 1499, 415]
section-heading: ΚΑΒΑΛΑ [4, 844, 59, 859]
horse-show-photo [414, 1102, 955, 1465]
listings-text: ███████ ███ ████ ██████ ███ ████████ ███ █████ ███████ ████ ███ ██████ ████ ███ [4, 905, 200, 932]
brief-headline: ΕΙΧΕΝ ΑΠΟΦΑΣΙΣΕΙ ΕΚ ΤΟΥ ΣΥΝΕΔΡΙΟΥ ΑΛΛΑ ΣΥΝΕΛΗΦΘΗ [966, 817, 1133, 842]
listings-text: ██ ███████ ████ █████████ ███ ████████ ██████ ████████ █████ ███ ████████ ████ ██████ ███ ███████ █████ ██████ ██████ ███████ ███ ████████ █████ ████████ ██ █████ ███████████ ████ ███ ██████ ███████ ██████ ███████ ████ █████ ███████████ ██ █████ [4, 59, 200, 128]
murder-deck: ΩΜΟΛΟΓΗΣΕ ΠΛΗΡΩΣ ΤΟ ΕΓΚΛΗΜΑ [1213, 415, 1495, 435]
section-heading: ΔΡΑΜΑ [4, 799, 50, 814]
column-title-theamata: ΘΕΑΜΑΤΑ [26, 0, 177, 32]
column-rule [204, 0, 205, 2346]
